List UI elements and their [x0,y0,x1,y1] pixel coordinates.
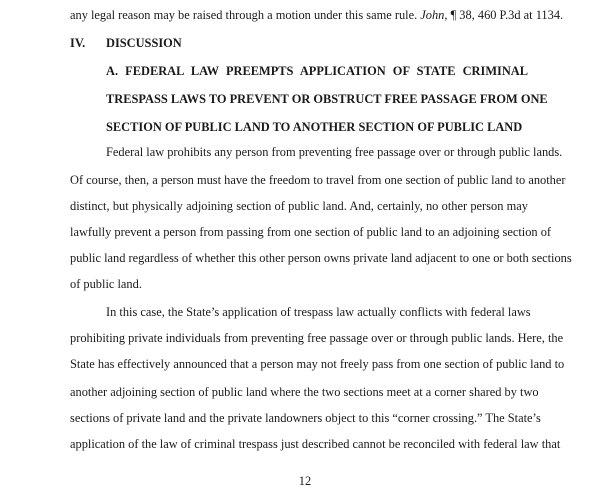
paragraph-line: sections of private land and the private landowners object to this “corner crossing.” The State’s [70,411,541,425]
case-citation-name: John [420,8,445,22]
subsection-heading-line-3: SECTION OF PUBLIC LAND TO ANOTHER SECTION OF PUBLIC LAND [106,120,523,134]
page-number: 12 [298,474,312,488]
paragraph-line: another adjoining section of public land where the two sections meet at a corner shared by two [70,385,539,399]
text-fragment: any legal reason may be raised through a motion under this same rule. [70,8,421,22]
paragraph-line: application of the law of criminal trespass just described cannot be reconciled with federal law that [70,437,561,451]
section-title: DISCUSSION [106,36,182,50]
paragraph-line: public land regardless of whether this other person owns private land adjacent to one or both sections [70,251,572,265]
paragraph-line: distinct, but physically adjoining section of public land. And, certainly, no other person may [70,199,528,213]
continued-text-line [70,7,564,23]
subsection-heading-line-1: A. FEDERAL LAW PREEMPTS APPLICATION OF STATE CRIMINAL [106,64,528,78]
paragraph-line: of public land. [70,277,142,291]
text-fragment: , ¶ 38, 460 P.3d at 1134. [444,8,564,22]
subsection-heading-line-2: TRESPASS LAWS TO PREVENT OR OBSTRUCT FREE PASSAGE FROM ONE [106,92,548,106]
paragraph-line: prohibiting private individuals from preventing free passage over or through public lands. Here, the [70,331,564,345]
section-numeral: IV. [70,36,86,50]
paragraph-line: lawfully prevent a person from passing from one section of public land to an adjoining section of [70,225,552,239]
paragraph-line: Federal law prohibits any person from preventing free passage over or through public lands. [106,145,563,159]
paragraph-line: State has effectively announced that a person may not freely pass from one section of public land to [70,357,565,371]
paragraph-line: In this case, the State’s application of trespass law actually conflicts with federal laws [106,305,531,319]
paragraph-line: Of course, then, a person must have the freedom to travel from one section of public land to another [70,173,566,187]
